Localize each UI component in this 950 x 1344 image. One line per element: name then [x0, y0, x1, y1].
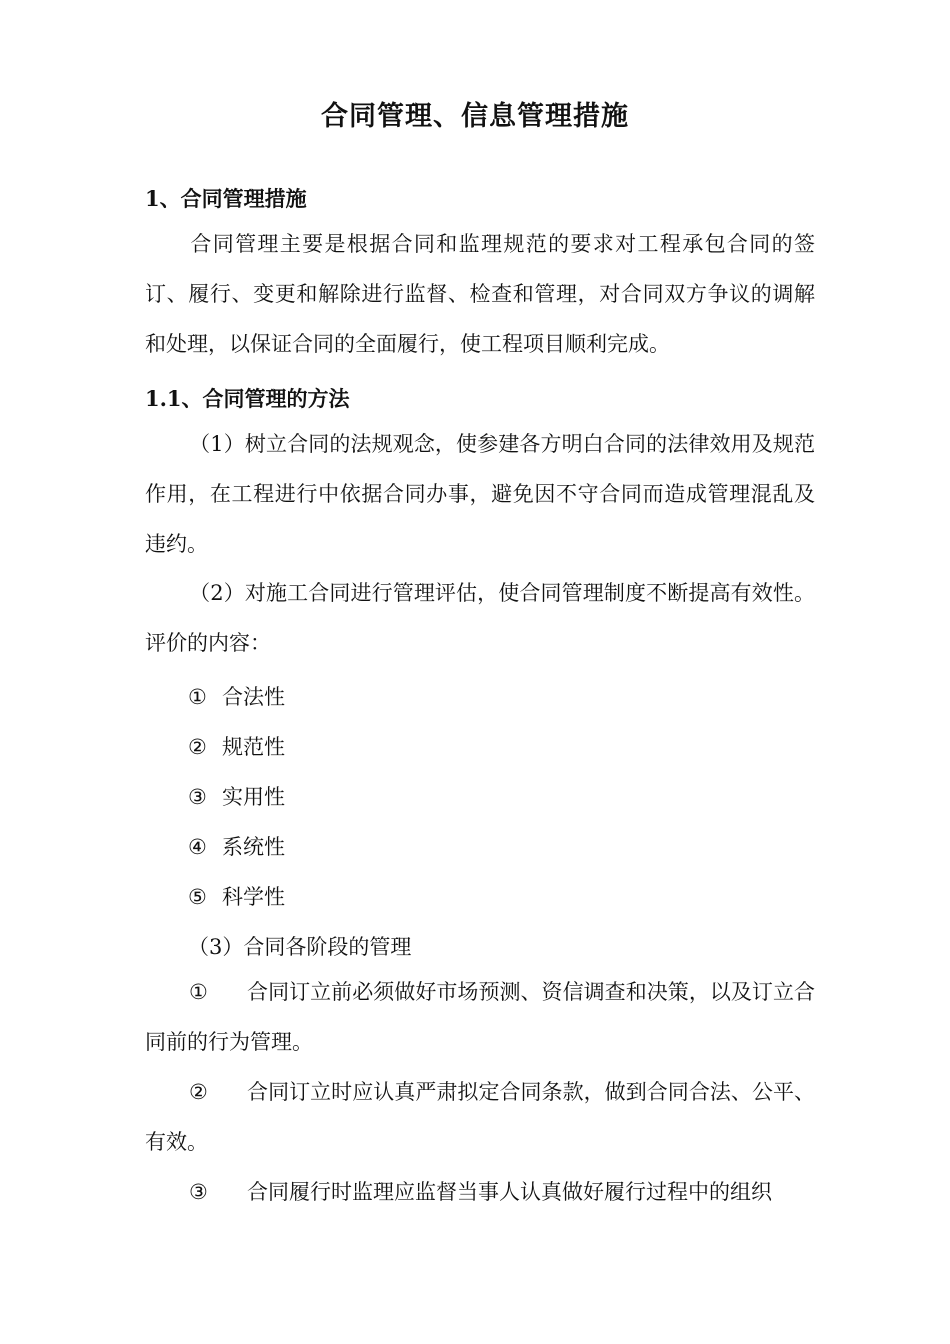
- criteria-text: 科学性: [222, 885, 285, 909]
- criteria-num: ⑤: [188, 885, 207, 909]
- paragraph-item-2: [145, 568, 815, 668]
- criteria-item: [188, 681, 285, 711]
- criteria-text: 系统性: [222, 835, 285, 859]
- criteria-text: 实用性: [222, 785, 285, 809]
- paragraph-item-3: （3）合同各阶段的管理: [188, 935, 412, 959]
- paragraph-item-2-text: （2）对施工合同进行管理评估，使合同管理制度不断提高有效性。评价的内容：: [145, 581, 815, 655]
- stage-num: ②: [189, 1080, 208, 1104]
- section-heading-1: 1、合同管理措施: [145, 186, 307, 211]
- criteria-item: [188, 831, 285, 861]
- stage-text: 合同订立时应认真严肃拟定合同条款，做到合同合法、公平、有效。: [145, 1080, 815, 1154]
- section-heading-1-1: 1.1、合同管理的方法: [145, 386, 350, 411]
- paragraph-item-1: [145, 419, 815, 569]
- criteria-text: 合法性: [222, 685, 285, 709]
- criteria-item: [188, 881, 285, 911]
- criteria-item: [188, 781, 285, 811]
- paragraph-intro-text: 合同管理主要是根据合同和监理规范的要求对工程承包合同的签订、履行、变更和解除进行监督、检查和管理，对合同双方争议的调解和处理，以保证合同的全面履行，使工程项目顺利完成。: [145, 232, 815, 356]
- stage-item: [145, 967, 815, 1067]
- criteria-num: ④: [188, 835, 207, 859]
- stage-item: [145, 1067, 815, 1167]
- stage-item: [145, 1167, 815, 1217]
- criteria-item: [188, 731, 285, 761]
- criteria-text: 规范性: [222, 735, 285, 759]
- stage-num: ③: [189, 1180, 208, 1204]
- criteria-num: ③: [188, 785, 207, 809]
- stage-text: 合同订立前必须做好市场预测、资信调查和决策，以及订立合同前的行为管理。: [145, 980, 815, 1054]
- criteria-num: ①: [188, 685, 207, 709]
- criteria-num: ②: [188, 735, 207, 759]
- stage-text: 合同履行时监理应监督当事人认真做好履行过程中的组织: [247, 1180, 772, 1204]
- paragraph-item-1-text: （1）树立合同的法规观念，使参建各方明白合同的法律效用及规范作用，在工程进行中依据合同办事，避免因不守合同而造成管理混乱及违约。: [145, 432, 815, 556]
- stage-num: ①: [189, 980, 208, 1004]
- paragraph-intro: [145, 219, 815, 369]
- page-title: 合同管理、信息管理措施: [321, 101, 629, 132]
